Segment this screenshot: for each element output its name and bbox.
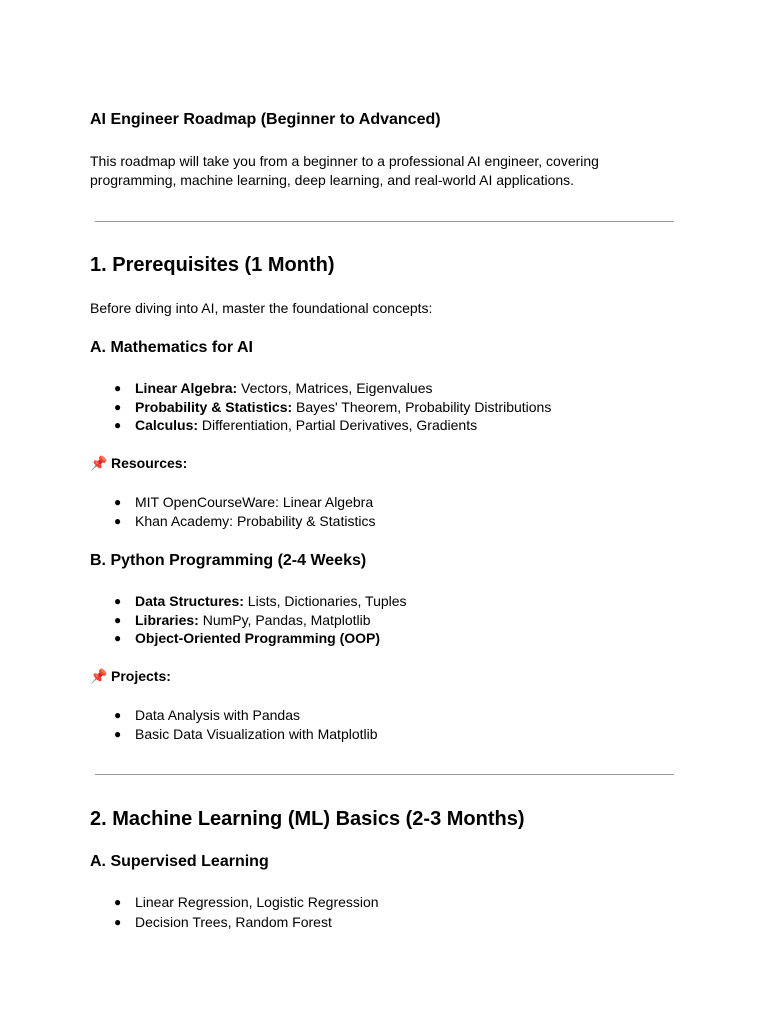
item-label: Probability & Statistics: xyxy=(135,399,293,415)
item-label: Calculus: xyxy=(135,417,199,433)
section-1-heading: 1. Prerequisites (1 Month) xyxy=(90,254,335,276)
projects-label xyxy=(90,668,171,685)
resources-label xyxy=(90,455,187,472)
bullet-icon: ● xyxy=(114,381,122,395)
document-title: AI Engineer Roadmap (Beginner to Advanced) xyxy=(90,111,441,128)
item-text: Differentiation, Partial Derivatives, Gradients xyxy=(198,417,478,433)
item-text: Khan Academy: Probability & Statistics xyxy=(135,513,376,529)
bullet-icon: ● xyxy=(114,400,122,414)
item-text: NumPy, Pandas, Matplotlib xyxy=(198,612,371,628)
bullet-icon: ● xyxy=(114,895,122,909)
bullet-icon: ● xyxy=(114,727,122,741)
item-text: Linear Regression, Logistic Regression xyxy=(135,894,379,910)
bullet-icon: ● xyxy=(114,613,122,627)
divider xyxy=(95,774,674,775)
section-1-lead: Before diving into AI, master the foundational concepts: xyxy=(90,300,433,316)
item-label: Object-Oriented Programming (OOP) xyxy=(135,630,381,646)
pushpin-icon: 📌 xyxy=(90,455,108,471)
bullet-icon: ● xyxy=(114,915,122,929)
item-text: Decision Trees, Random Forest xyxy=(135,914,332,930)
item-text: Bayes' Theorem, Probability Distributions xyxy=(292,399,552,415)
bullet-icon: ● xyxy=(114,418,122,432)
bullet-icon: ● xyxy=(114,514,122,528)
section-1a-heading: A. Mathematics for AI xyxy=(90,339,253,356)
item-text: MIT OpenCourseWare: Linear Algebra xyxy=(135,494,374,510)
divider xyxy=(95,221,674,222)
section-1b-heading: B. Python Programming (2-4 Weeks) xyxy=(90,552,367,569)
projects-label-text: Projects: xyxy=(111,668,171,684)
bullet-icon: ● xyxy=(114,495,122,509)
item-label: Libraries: xyxy=(135,612,199,628)
bullet-icon: ● xyxy=(114,594,122,608)
item-text: Data Analysis with Pandas xyxy=(135,707,300,723)
intro-paragraph: This roadmap will take you from a beginner to a professional AI engineer, covering programming, machine learning, deep learning, and real-world AI applications. xyxy=(90,153,599,188)
bullet-icon: ● xyxy=(114,631,122,645)
item-label: Data Structures: xyxy=(135,593,244,609)
pushpin-icon: 📌 xyxy=(90,668,108,684)
section-2a-heading: A. Supervised Learning xyxy=(90,853,269,870)
item-text: Lists, Dictionaries, Tuples xyxy=(243,593,407,609)
item-text: Vectors, Matrices, Eigenvalues xyxy=(237,380,433,396)
item-label: Linear Algebra: xyxy=(135,380,238,396)
bullet-icon: ● xyxy=(114,708,122,722)
resources-label-text: Resources: xyxy=(111,455,188,471)
section-2-heading: 2. Machine Learning (ML) Basics (2-3 Months) xyxy=(90,808,525,830)
item-text: Basic Data Visualization with Matplotlib xyxy=(135,726,378,742)
